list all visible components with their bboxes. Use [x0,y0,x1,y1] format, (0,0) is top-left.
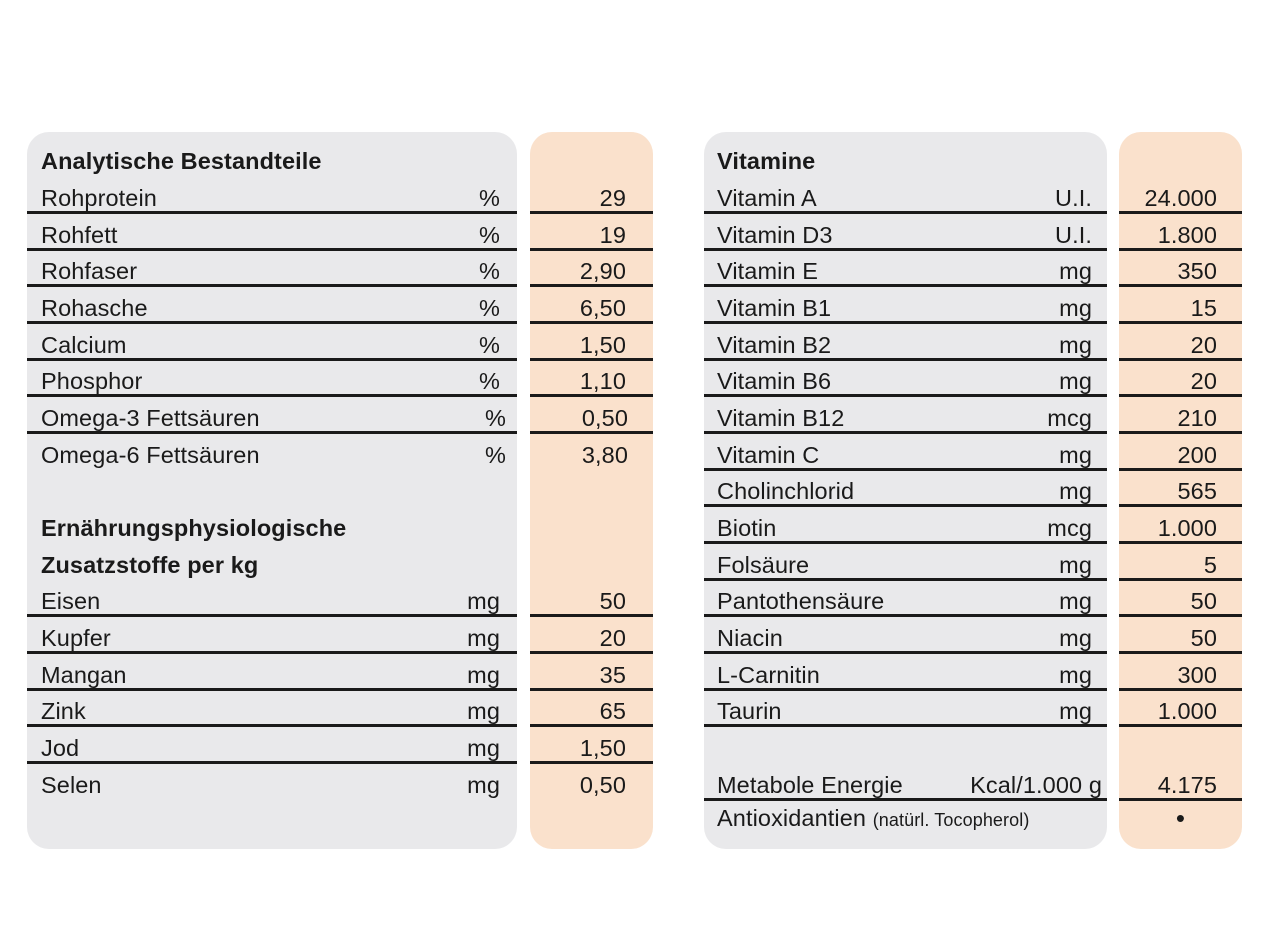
row-divider [530,211,653,214]
row-unit: mg [1059,368,1092,394]
zusatzstoffe-heading-line1: Ernährungsphysiologische [41,515,347,541]
row-name: Rohasche [41,295,148,321]
row-name: Niacin [717,625,783,651]
row-name: Vitamin A [717,185,817,211]
row-divider [704,614,1107,617]
row-divider [1119,248,1242,251]
row-value: 20 [1190,332,1217,358]
row-unit: % [479,222,500,248]
row-unit: % [479,332,500,358]
row-unit: mg [1059,478,1092,504]
row-divider [704,248,1107,251]
row-value: 0,50 [579,772,626,798]
row-name: Vitamin C [717,442,820,468]
row-unit: mcg [1047,515,1092,541]
row-divider [530,248,653,251]
row-divider [530,724,653,727]
row-name: Selen [41,772,102,798]
row-unit: mg [467,625,500,651]
energy-value: 4.175 [1157,772,1217,798]
row-unit: mg [1059,698,1092,724]
row-value: 50 [599,588,626,614]
row-value: 35 [599,662,626,688]
row-name: Cholinchlorid [717,478,855,504]
antioxidants-note: (natürl. Tocopherol) [872,810,1030,830]
vitamine-heading: Vitamine [717,148,816,174]
row-value: 20 [599,625,626,651]
row-name: Vitamin B6 [717,368,832,394]
row-unit: % [479,185,500,211]
row-unit: mg [1059,258,1092,284]
row-divider [27,688,517,691]
row-value: 6,50 [579,295,626,321]
row-value: 50 [1190,625,1217,651]
row-value: 50 [1190,588,1217,614]
row-value: 565 [1177,478,1217,504]
row-divider [1119,688,1242,691]
row-divider [704,651,1107,654]
row-divider [27,724,517,727]
row-name: Omega-3 Fettsäuren [41,405,260,431]
row-divider [530,394,653,397]
row-unit: mg [467,772,500,798]
row-value: 5 [1203,552,1217,578]
row-divider [530,651,653,654]
row-divider [530,761,653,764]
antioxidants-name: Antioxidantien [717,805,867,831]
row-value: 1.000 [1157,698,1217,724]
row-unit: % [485,442,506,468]
row-divider [530,358,653,361]
row-value: 1,50 [579,332,626,358]
row-unit: mg [1059,442,1092,468]
row-divider [704,541,1107,544]
row-divider [1119,651,1242,654]
row-value: 3,80 [581,442,628,468]
row-unit: mg [467,662,500,688]
antioxidants-row [717,803,1029,835]
row-name: Omega-6 Fettsäuren [41,442,260,468]
row-divider [27,431,517,434]
row-value: 300 [1177,662,1217,688]
row-divider [1119,798,1242,801]
row-value: 1,10 [579,368,626,394]
row-name: Vitamin B1 [717,295,832,321]
energy-unit: Kcal/1.000 g [970,772,1102,798]
row-value: 20 [1190,368,1217,394]
row-divider [704,394,1107,397]
row-divider [704,798,1107,801]
row-unit: U.I. [1055,185,1092,211]
row-value: 15 [1190,295,1217,321]
row-divider [704,688,1107,691]
row-divider [530,688,653,691]
row-divider [704,431,1107,434]
row-unit: mcg [1047,405,1092,431]
row-name: Pantothensäure [717,588,885,614]
row-name: Rohprotein [41,185,157,211]
row-unit: mg [1059,662,1092,688]
row-divider [1119,724,1242,727]
antioxidants-bullet: • [1175,803,1186,833]
row-divider [530,614,653,617]
row-unit: % [485,405,506,431]
row-value: 29 [599,185,626,211]
row-value: 19 [599,222,626,248]
row-divider [704,284,1107,287]
row-divider [704,211,1107,214]
row-divider [1119,211,1242,214]
row-name: Folsäure [717,552,810,578]
row-value: 65 [599,698,626,724]
energy-name: Metabole Energie [717,772,903,798]
row-name: L-Carnitin [717,662,820,688]
row-divider [1119,431,1242,434]
row-name: Taurin [717,698,782,724]
row-divider [1119,468,1242,471]
row-divider [27,211,517,214]
row-unit: mg [1059,295,1092,321]
row-name: Calcium [41,332,127,358]
row-divider [1119,284,1242,287]
row-name: Zink [41,698,86,724]
row-divider [27,614,517,617]
row-divider [27,761,517,764]
row-divider [1119,614,1242,617]
row-divider [1119,321,1242,324]
row-unit: mg [467,735,500,761]
row-name: Vitamin D3 [717,222,833,248]
row-divider [704,504,1107,507]
row-value: 0,50 [581,405,628,431]
row-divider [1119,541,1242,544]
row-name: Vitamin E [717,258,819,284]
row-divider [704,468,1107,471]
row-name: Kupfer [41,625,111,651]
row-unit: mg [1059,332,1092,358]
row-divider [1119,358,1242,361]
row-divider [530,431,653,434]
row-value: 210 [1177,405,1217,431]
row-divider [704,358,1107,361]
row-value: 350 [1177,258,1217,284]
row-unit: mg [1059,588,1092,614]
analytische-bestandteile-heading: Analytische Bestandteile [41,148,322,174]
row-divider [1119,394,1242,397]
row-unit: mg [467,588,500,614]
row-unit: mg [1059,552,1092,578]
row-unit: % [479,368,500,394]
row-value: 200 [1177,442,1217,468]
row-name: Mangan [41,662,127,688]
row-value: 24.000 [1144,185,1217,211]
row-divider [1119,504,1242,507]
row-divider [704,724,1107,727]
row-divider [704,578,1107,581]
zusatzstoffe-heading-line2: Zusatzstoffe per kg [41,552,259,578]
row-divider [1119,578,1242,581]
row-unit: U.I. [1055,222,1092,248]
row-name: Biotin [717,515,777,541]
row-unit: % [479,295,500,321]
row-divider [27,248,517,251]
row-divider [530,321,653,324]
row-name: Phosphor [41,368,143,394]
row-name: Eisen [41,588,101,614]
row-name: Rohfett [41,222,118,248]
row-name: Vitamin B2 [717,332,832,358]
row-name: Rohfaser [41,258,138,284]
row-name: Vitamin B12 [717,405,845,431]
row-divider [530,284,653,287]
row-divider [704,321,1107,324]
row-value: 1,50 [579,735,626,761]
row-value: 2,90 [579,258,626,284]
row-name: Jod [41,735,80,761]
row-unit: % [479,258,500,284]
row-unit: mg [1059,625,1092,651]
row-divider [27,284,517,287]
row-divider [27,358,517,361]
row-value: 1.800 [1157,222,1217,248]
row-unit: mg [467,698,500,724]
row-divider [27,651,517,654]
row-divider [27,321,517,324]
row-value: 1.000 [1157,515,1217,541]
row-divider [27,394,517,397]
